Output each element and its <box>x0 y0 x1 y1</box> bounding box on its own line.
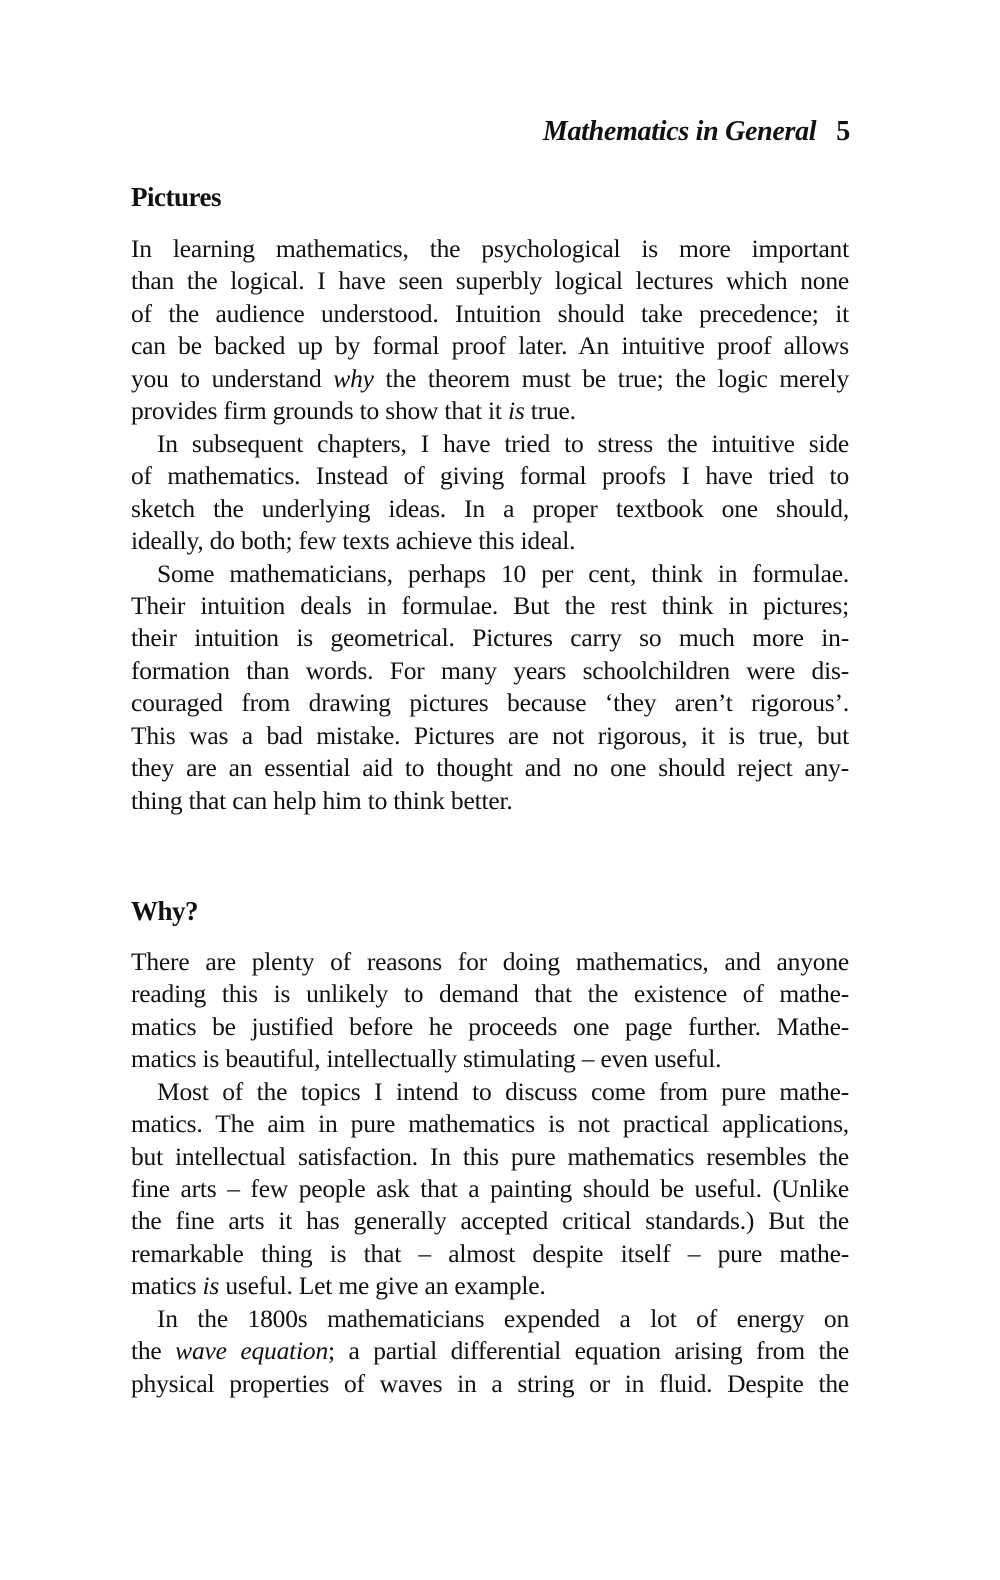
text-run: true. <box>524 396 576 425</box>
paragraph-line: Most of the topics I intend to discuss come from pure mathe- <box>157 1077 849 1106</box>
paragraph-line: matics is beautiful, intellectually stimulating – even useful. <box>131 1044 722 1073</box>
paragraph-line: matics. The aim in pure mathematics is not practical applications, <box>131 1109 849 1138</box>
page-number: 5 <box>836 116 850 147</box>
paragraph-line: the fine arts it has generally accepted critical standards.) But the <box>131 1206 849 1235</box>
text-run: the theorem must be true; the logic merely <box>373 364 849 393</box>
text-run: useful. Let me give an example. <box>219 1271 546 1300</box>
paragraph-line: of mathematics. Instead of giving formal proofs I have tried to <box>131 461 849 490</box>
paragraph-line <box>131 363 849 395</box>
paragraph-line: than the logical. I have seen superbly logical lectures which none <box>131 266 849 295</box>
running-title: Mathematics in General <box>542 116 817 147</box>
paragraph-line: couraged from drawing pictures because ‘they aren’t rigorous’. <box>131 688 849 717</box>
paragraph-line: ideally, do both; few texts achieve this ideal. <box>131 526 576 555</box>
paragraph-line: There are plenty of reasons for doing mathematics, and anyone <box>131 947 849 976</box>
paragraph-line: formation than words. For many years schoolchildren were dis- <box>131 656 849 685</box>
section-heading-why: Why? <box>131 896 199 926</box>
text-run: ; a partial differential equation arising from the <box>328 1336 849 1365</box>
paragraph-line: In the 1800s mathematicians expended a lot of energy on <box>157 1304 849 1333</box>
paragraph-line: they are an essential aid to thought and no one should reject any- <box>131 753 849 782</box>
paragraph-line: reading this is unlikely to demand that the existence of mathe- <box>131 979 849 1008</box>
paragraph-line: In learning mathematics, the psychological is more important <box>131 234 849 263</box>
text-run: you to understand <box>131 364 334 393</box>
paragraph-line: their intuition is geometrical. Pictures carry so much more in- <box>131 623 849 652</box>
paragraph-line: Some mathematicians, perhaps 10 per cent, think in formulae. <box>157 559 849 588</box>
emphasis: why <box>333 364 374 393</box>
paragraph-line: can be backed up by formal proof later. An intuitive proof allows <box>131 331 849 360</box>
section-heading-pictures: Pictures <box>131 182 221 212</box>
running-head <box>130 116 850 148</box>
paragraph-line: physical properties of waves in a string or in fluid. Despite the <box>131 1369 849 1398</box>
paragraph-line: Their intuition deals in formulae. But the rest think in pictures; <box>131 591 849 620</box>
emphasis: is <box>508 396 525 425</box>
paragraph-line <box>131 395 849 427</box>
text-run: provides firm grounds to show that it <box>131 396 508 425</box>
paragraph-line: In subsequent chapters, I have tried to stress the intuitive side <box>157 429 849 458</box>
paragraph-line: This was a bad mistake. Pictures are not rigorous, it is true, but <box>131 721 849 750</box>
paragraph-line: fine arts – few people ask that a painting should be useful. (Unlike <box>131 1174 849 1203</box>
paragraph-line: sketch the underlying ideas. In a proper textbook one should, <box>131 494 849 523</box>
paragraph-line <box>131 1335 849 1367</box>
paragraph-line: thing that can help him to think better. <box>131 786 513 815</box>
paragraph-line: remarkable thing is that – almost despite itself – pure mathe- <box>131 1239 849 1268</box>
paragraph-line <box>131 1270 849 1302</box>
emphasis: is <box>202 1271 220 1300</box>
emphasis: wave equation <box>175 1336 329 1365</box>
paragraph-line: matics be justified before he proceeds one page further. Mathe- <box>131 1012 849 1041</box>
text-run: matics <box>131 1271 203 1300</box>
paragraph-line: of the audience understood. Intuition should take precedence; it <box>131 299 849 328</box>
paragraph-line: but intellectual satisfaction. In this pure mathematics resembles the <box>131 1142 849 1171</box>
text-run: the <box>131 1336 176 1365</box>
